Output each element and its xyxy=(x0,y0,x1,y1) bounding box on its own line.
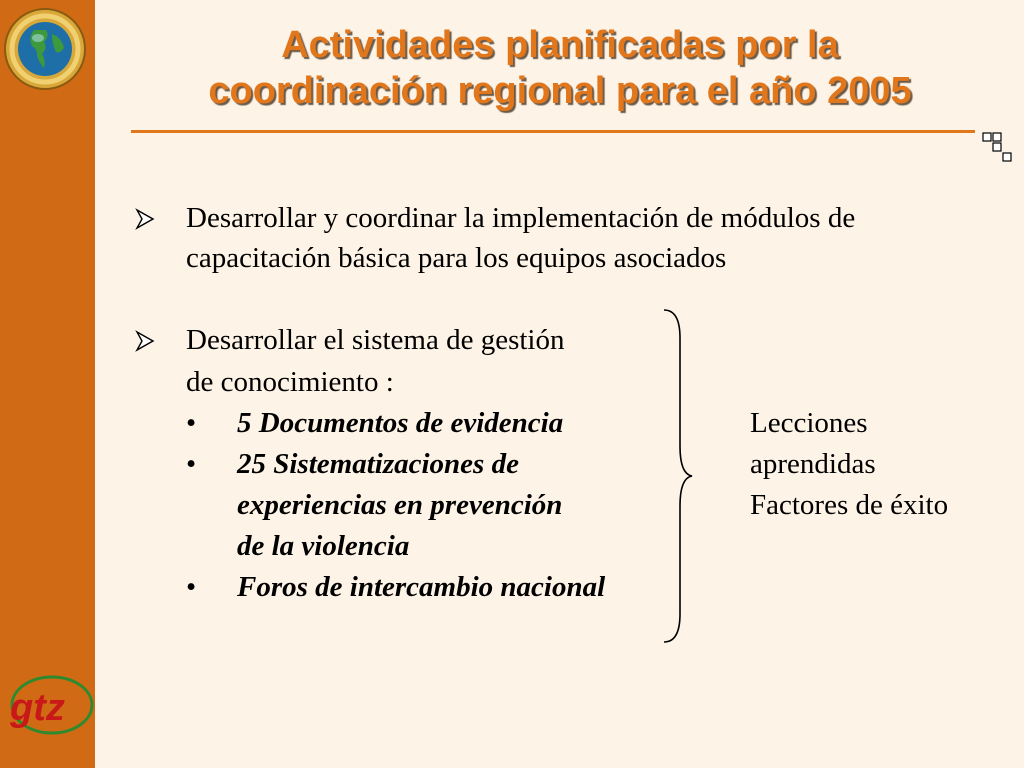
sub-bullet-dot: • xyxy=(186,448,197,480)
slide-title-line-2: coordinación regional para el año 2005 xyxy=(208,70,912,112)
corner-squares-icon xyxy=(982,132,1014,164)
outcome-line-2: aprendidas xyxy=(750,448,876,480)
arrow-bullet-icon xyxy=(134,208,156,230)
subitem-3-line-1: Foros de intercambio nacional xyxy=(237,571,606,603)
outcome-line-1: Lecciones xyxy=(750,407,868,439)
left-sidebar xyxy=(0,0,95,768)
bullet-1-line-1: Desarrollar y coordinar la implementación de módulos de xyxy=(186,202,856,234)
subitem-2-line-3: de la violencia xyxy=(237,530,410,562)
outcome-line-3: Factores de éxito xyxy=(750,489,949,521)
bullet-2-line-2: de conocimiento : xyxy=(186,366,394,398)
subitem-2-line-2: experiencias en prevención xyxy=(237,489,563,521)
svg-text:gtz: gtz xyxy=(10,687,65,729)
curly-brace xyxy=(660,308,696,644)
sub-bullet-dot: • xyxy=(186,407,197,439)
globe-logo-icon xyxy=(4,8,86,90)
gtz-logo-icon xyxy=(4,672,94,738)
bullet-1-line-2: capacitación básica para los equipos asociados xyxy=(186,242,727,274)
sub-bullet-dot: • xyxy=(186,571,197,603)
slide-title-line-1: Actividades planificadas por la xyxy=(281,24,839,66)
subitem-2-line-1: 25 Sistematizaciones de xyxy=(237,448,519,480)
arrow-bullet-icon xyxy=(134,330,156,352)
title-underline xyxy=(131,130,975,133)
bullet-2-line-1: Desarrollar el sistema de gestión xyxy=(186,324,565,356)
subitem-1-line-1: 5 Documentos de evidencia xyxy=(237,407,564,439)
slide-title xyxy=(110,22,1010,114)
